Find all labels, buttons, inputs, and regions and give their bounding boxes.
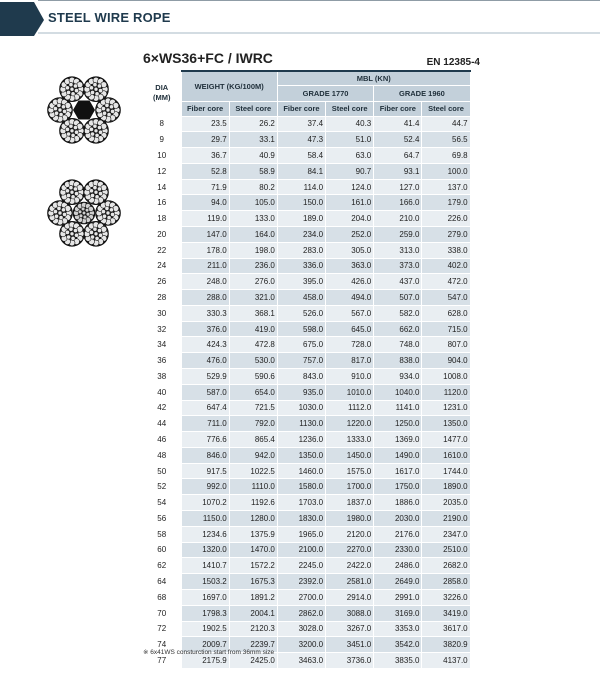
value-cell: 942.0 [229,447,277,463]
value-cell: 1040.0 [374,384,422,400]
value-cell: 3463.0 [277,653,325,669]
diameter-cell: 44 [143,416,181,432]
table-row [143,447,470,463]
value-cell: 721.5 [229,400,277,416]
column-subheader: Steel core [422,101,470,116]
diameter-cell: 58 [143,526,181,542]
value-cell: 198.0 [229,242,277,258]
diameter-cell: 72 [143,621,181,637]
diameter-cell: 52 [143,479,181,495]
value-cell: 100.0 [422,163,470,179]
value-cell: 2120.3 [229,621,277,637]
value-cell: 90.7 [326,163,374,179]
value-cell: 1192.6 [229,495,277,511]
value-cell: 529.9 [181,369,229,385]
value-cell: 2682.0 [422,558,470,574]
diameter-cell: 60 [143,542,181,558]
value-cell: 52.8 [181,163,229,179]
diameter-cell: 20 [143,226,181,242]
value-cell: 419.0 [229,321,277,337]
diameter-cell: 9 [143,132,181,148]
value-cell: 321.0 [229,290,277,306]
value-cell: 1617.0 [374,463,422,479]
value-cell: 1110.0 [229,479,277,495]
diameter-cell: 32 [143,321,181,337]
value-cell: 1697.0 [181,589,229,605]
diameter-cell: 46 [143,432,181,448]
table-row [143,432,470,448]
value-cell: 1610.0 [422,447,470,463]
value-cell: 2004.1 [229,605,277,621]
value-cell: 204.0 [326,211,374,227]
value-cell: 1030.0 [277,400,325,416]
column-subheader: Fiber core [277,101,325,116]
value-cell: 402.0 [422,258,470,274]
value-cell: 234.0 [277,226,325,242]
specification-table [143,70,471,669]
value-cell: 628.0 [422,305,470,321]
value-cell: 3028.0 [277,621,325,637]
value-cell: 3169.0 [374,605,422,621]
value-cell: 1798.3 [181,605,229,621]
value-cell: 1450.0 [326,447,374,463]
value-cell: 1333.0 [326,432,374,448]
value-cell: 63.0 [326,148,374,164]
diameter-cell: 42 [143,400,181,416]
column-header-weight: WEIGHT (KG/100M) [181,71,277,101]
value-cell: 36.7 [181,148,229,164]
diameter-cell: 16 [143,195,181,211]
value-cell: 526.0 [277,305,325,321]
diameter-cell: 70 [143,605,181,621]
value-cell: 44.7 [422,116,470,132]
diameter-cell: 74 [143,637,181,653]
value-cell: 1572.2 [229,558,277,574]
value-cell: 363.0 [326,258,374,274]
value-cell: 711.0 [181,416,229,432]
diameter-cell: 34 [143,337,181,353]
value-cell: 178.0 [181,242,229,258]
value-cell: 33.1 [229,132,277,148]
value-cell: 119.0 [181,211,229,227]
rope-cross-section-steel-core-icon [46,175,122,251]
value-cell: 1886.0 [374,495,422,511]
value-cell: 1891.2 [229,589,277,605]
value-cell: 1320.0 [181,542,229,558]
value-cell: 1902.5 [181,621,229,637]
value-cell: 1350.0 [277,447,325,463]
table-row [143,463,470,479]
value-cell: 3200.0 [277,637,325,653]
value-cell: 2991.0 [374,589,422,605]
value-cell: 598.0 [277,321,325,337]
value-cell: 1477.0 [422,432,470,448]
value-cell: 645.0 [326,321,374,337]
value-cell: 40.9 [229,148,277,164]
value-cell: 567.0 [326,305,374,321]
diameter-cell: 68 [143,589,181,605]
value-cell: 2862.0 [277,605,325,621]
diameter-cell: 54 [143,495,181,511]
value-cell: 843.0 [277,369,325,385]
table-row [143,369,470,385]
value-cell: 23.5 [181,116,229,132]
value-cell: 675.0 [277,337,325,353]
value-cell: 71.9 [181,179,229,195]
column-header-grade-1960: GRADE 1960 [374,85,470,101]
value-cell: 105.0 [229,195,277,211]
table-row [143,321,470,337]
value-cell: 40.3 [326,116,374,132]
value-cell: 226.0 [422,211,470,227]
value-cell: 1580.0 [277,479,325,495]
value-cell: 817.0 [326,353,374,369]
value-cell: 376.0 [181,321,229,337]
value-cell: 1750.0 [374,479,422,495]
table-row [143,526,470,542]
value-cell: 2245.0 [277,558,325,574]
value-cell: 252.0 [326,226,374,242]
value-cell: 1375.9 [229,526,277,542]
column-header-mbl: MBL (KN) [277,71,470,85]
value-cell: 476.0 [181,353,229,369]
value-cell: 4137.0 [422,653,470,669]
column-header-diameter [143,71,181,116]
diameter-cell: 26 [143,274,181,290]
value-cell: 1010.0 [326,384,374,400]
value-cell: 26.2 [229,116,277,132]
value-cell: 472.0 [422,274,470,290]
value-cell: 1150.0 [181,511,229,527]
value-cell: 58.9 [229,163,277,179]
value-cell: 904.0 [422,353,470,369]
value-cell: 2175.9 [181,653,229,669]
value-cell: 288.0 [181,290,229,306]
value-cell: 1675.3 [229,574,277,590]
value-cell: 1980.0 [326,511,374,527]
value-cell: 426.0 [326,274,374,290]
value-cell: 865.4 [229,432,277,448]
value-cell: 647.4 [181,400,229,416]
value-cell: 124.0 [326,179,374,195]
value-cell: 1369.0 [374,432,422,448]
value-cell: 283.0 [277,242,325,258]
value-cell: 2035.0 [422,495,470,511]
rope-cross-section-fiber-core-icon [46,72,122,148]
value-cell: 336.0 [277,258,325,274]
value-cell: 1837.0 [326,495,374,511]
value-cell: 494.0 [326,290,374,306]
diameter-cell: 56 [143,511,181,527]
table-row [143,305,470,321]
value-cell: 472.8 [229,337,277,353]
value-cell: 47.3 [277,132,325,148]
value-cell: 1490.0 [374,447,422,463]
value-cell: 164.0 [229,226,277,242]
value-cell: 41.4 [374,116,422,132]
value-cell: 133.0 [229,211,277,227]
table-row [143,621,470,637]
diameter-cell: 14 [143,179,181,195]
table-row [143,132,470,148]
table-row [143,337,470,353]
value-cell: 2858.0 [422,574,470,590]
value-cell: 1703.0 [277,495,325,511]
table-row [143,542,470,558]
table-row [143,258,470,274]
column-subheader: Steel core [326,101,374,116]
table-row [143,242,470,258]
value-cell: 458.0 [277,290,325,306]
value-cell: 1890.0 [422,479,470,495]
column-subheader: Steel core [229,101,277,116]
value-cell: 1112.0 [326,400,374,416]
top-bar [0,0,600,38]
value-cell: 2422.0 [326,558,374,574]
value-cell: 2347.0 [422,526,470,542]
value-cell: 2914.0 [326,589,374,605]
value-cell: 1141.0 [374,400,422,416]
value-cell: 2190.0 [422,511,470,527]
value-cell: 1070.2 [181,495,229,511]
value-cell: 166.0 [374,195,422,211]
diameter-cell: 8 [143,116,181,132]
value-cell: 1250.0 [374,416,422,432]
table-row [143,179,470,195]
value-cell: 590.6 [229,369,277,385]
value-cell: 2100.0 [277,542,325,558]
value-cell: 313.0 [374,242,422,258]
diameter-cell: 62 [143,558,181,574]
value-cell: 1503.2 [181,574,229,590]
table-row [143,226,470,242]
value-cell: 305.0 [326,242,374,258]
column-subheader: Fiber core [181,101,229,116]
table-row [143,116,470,132]
table-row [143,558,470,574]
value-cell: 1130.0 [277,416,325,432]
value-cell: 1965.0 [277,526,325,542]
value-cell: 587.0 [181,384,229,400]
value-cell: 1236.0 [277,432,325,448]
value-cell: 93.1 [374,163,422,179]
value-cell: 2009.7 [181,637,229,653]
value-cell: 2392.0 [277,574,325,590]
value-cell: 1744.0 [422,463,470,479]
value-cell: 210.0 [374,211,422,227]
product-standard: EN 12385-4 [426,57,480,68]
value-cell: 437.0 [374,274,422,290]
value-cell: 1231.0 [422,400,470,416]
value-cell: 3820.9 [422,637,470,653]
value-cell: 2425.0 [229,653,277,669]
table-row [143,574,470,590]
value-cell: 80.2 [229,179,277,195]
value-cell: 150.0 [277,195,325,211]
value-cell: 728.0 [326,337,374,353]
value-cell: 1008.0 [422,369,470,385]
value-cell: 654.0 [229,384,277,400]
product-name: 6×WS36+FC / IWRC [143,50,273,66]
value-cell: 3617.0 [422,621,470,637]
footnote: ※ 6x41WS consturction start from 36mm size [143,649,275,656]
value-cell: 248.0 [181,274,229,290]
value-cell: 2330.0 [374,542,422,558]
value-cell: 934.0 [374,369,422,385]
table-row [143,148,470,164]
table-row [143,416,470,432]
value-cell: 1350.0 [422,416,470,432]
value-cell: 1460.0 [277,463,325,479]
value-cell: 3542.0 [374,637,422,653]
value-cell: 51.0 [326,132,374,148]
value-cell: 748.0 [374,337,422,353]
value-cell: 236.0 [229,258,277,274]
value-cell: 776.6 [181,432,229,448]
value-cell: 2649.0 [374,574,422,590]
diameter-cell: 22 [143,242,181,258]
value-cell: 84.1 [277,163,325,179]
value-cell: 276.0 [229,274,277,290]
diameter-label-line1: DIA [155,83,169,93]
value-cell: 507.0 [374,290,422,306]
diameter-cell: 50 [143,463,181,479]
value-cell: 424.3 [181,337,229,353]
diameter-cell: 24 [143,258,181,274]
value-cell: 37.4 [277,116,325,132]
column-header-grade-1770: GRADE 1770 [277,85,373,101]
value-cell: 530.0 [229,353,277,369]
value-cell: 29.7 [181,132,229,148]
diameter-cell: 36 [143,353,181,369]
value-cell: 161.0 [326,195,374,211]
value-cell: 910.0 [326,369,374,385]
value-cell: 2239.7 [229,637,277,653]
value-cell: 3419.0 [422,605,470,621]
value-cell: 2700.0 [277,589,325,605]
value-cell: 211.0 [181,258,229,274]
value-cell: 917.5 [181,463,229,479]
value-cell: 2270.0 [326,542,374,558]
diameter-cell: 40 [143,384,181,400]
value-cell: 2120.0 [326,526,374,542]
table-row [143,495,470,511]
value-cell: 1022.5 [229,463,277,479]
table-row [143,211,470,227]
diameter-cell: 64 [143,574,181,590]
diameter-cell: 12 [143,163,181,179]
value-cell: 373.0 [374,258,422,274]
diameter-cell: 18 [143,211,181,227]
table-row [143,400,470,416]
value-cell: 179.0 [422,195,470,211]
value-cell: 3451.0 [326,637,374,653]
value-cell: 582.0 [374,305,422,321]
table-row [143,384,470,400]
value-cell: 368.1 [229,305,277,321]
value-cell: 189.0 [277,211,325,227]
value-cell: 52.4 [374,132,422,148]
value-cell: 846.0 [181,447,229,463]
diameter-cell: 10 [143,148,181,164]
value-cell: 2176.0 [374,526,422,542]
diameter-cell: 77 [143,653,181,669]
value-cell: 992.0 [181,479,229,495]
page-title: STEEL WIRE ROPE [48,10,171,25]
value-cell: 757.0 [277,353,325,369]
diameter-cell: 30 [143,305,181,321]
value-cell: 1220.0 [326,416,374,432]
value-cell: 3226.0 [422,589,470,605]
value-cell: 1234.6 [181,526,229,542]
value-cell: 94.0 [181,195,229,211]
value-cell: 935.0 [277,384,325,400]
value-cell: 3736.0 [326,653,374,669]
value-cell: 838.0 [374,353,422,369]
value-cell: 3267.0 [326,621,374,637]
value-cell: 807.0 [422,337,470,353]
value-cell: 259.0 [374,226,422,242]
table-row [143,163,470,179]
column-subheader: Fiber core [374,101,422,116]
diameter-cell: 38 [143,369,181,385]
value-cell: 1410.7 [181,558,229,574]
value-cell: 279.0 [422,226,470,242]
value-cell: 114.0 [277,179,325,195]
value-cell: 56.5 [422,132,470,148]
value-cell: 338.0 [422,242,470,258]
value-cell: 792.0 [229,416,277,432]
value-cell: 64.7 [374,148,422,164]
value-cell: 662.0 [374,321,422,337]
value-cell: 2581.0 [326,574,374,590]
value-cell: 3088.0 [326,605,374,621]
table-row [143,195,470,211]
value-cell: 2486.0 [374,558,422,574]
value-cell: 1470.0 [229,542,277,558]
value-cell: 127.0 [374,179,422,195]
value-cell: 547.0 [422,290,470,306]
diameter-cell: 48 [143,447,181,463]
value-cell: 3835.0 [374,653,422,669]
value-cell: 395.0 [277,274,325,290]
value-cell: 58.4 [277,148,325,164]
value-cell: 1575.0 [326,463,374,479]
table-row [143,353,470,369]
value-cell: 1830.0 [277,511,325,527]
value-cell: 330.3 [181,305,229,321]
table-row [143,290,470,306]
value-cell: 69.8 [422,148,470,164]
value-cell: 715.0 [422,321,470,337]
value-cell: 137.0 [422,179,470,195]
value-cell: 147.0 [181,226,229,242]
diameter-label-line2: (MM) [153,93,171,103]
table-row [143,479,470,495]
value-cell: 1700.0 [326,479,374,495]
value-cell: 3353.0 [374,621,422,637]
value-cell: 2030.0 [374,511,422,527]
table-row [143,274,470,290]
table-row [143,605,470,621]
table-row [143,511,470,527]
value-cell: 1280.0 [229,511,277,527]
diameter-cell: 28 [143,290,181,306]
value-cell: 1120.0 [422,384,470,400]
table-row [143,589,470,605]
value-cell: 2510.0 [422,542,470,558]
